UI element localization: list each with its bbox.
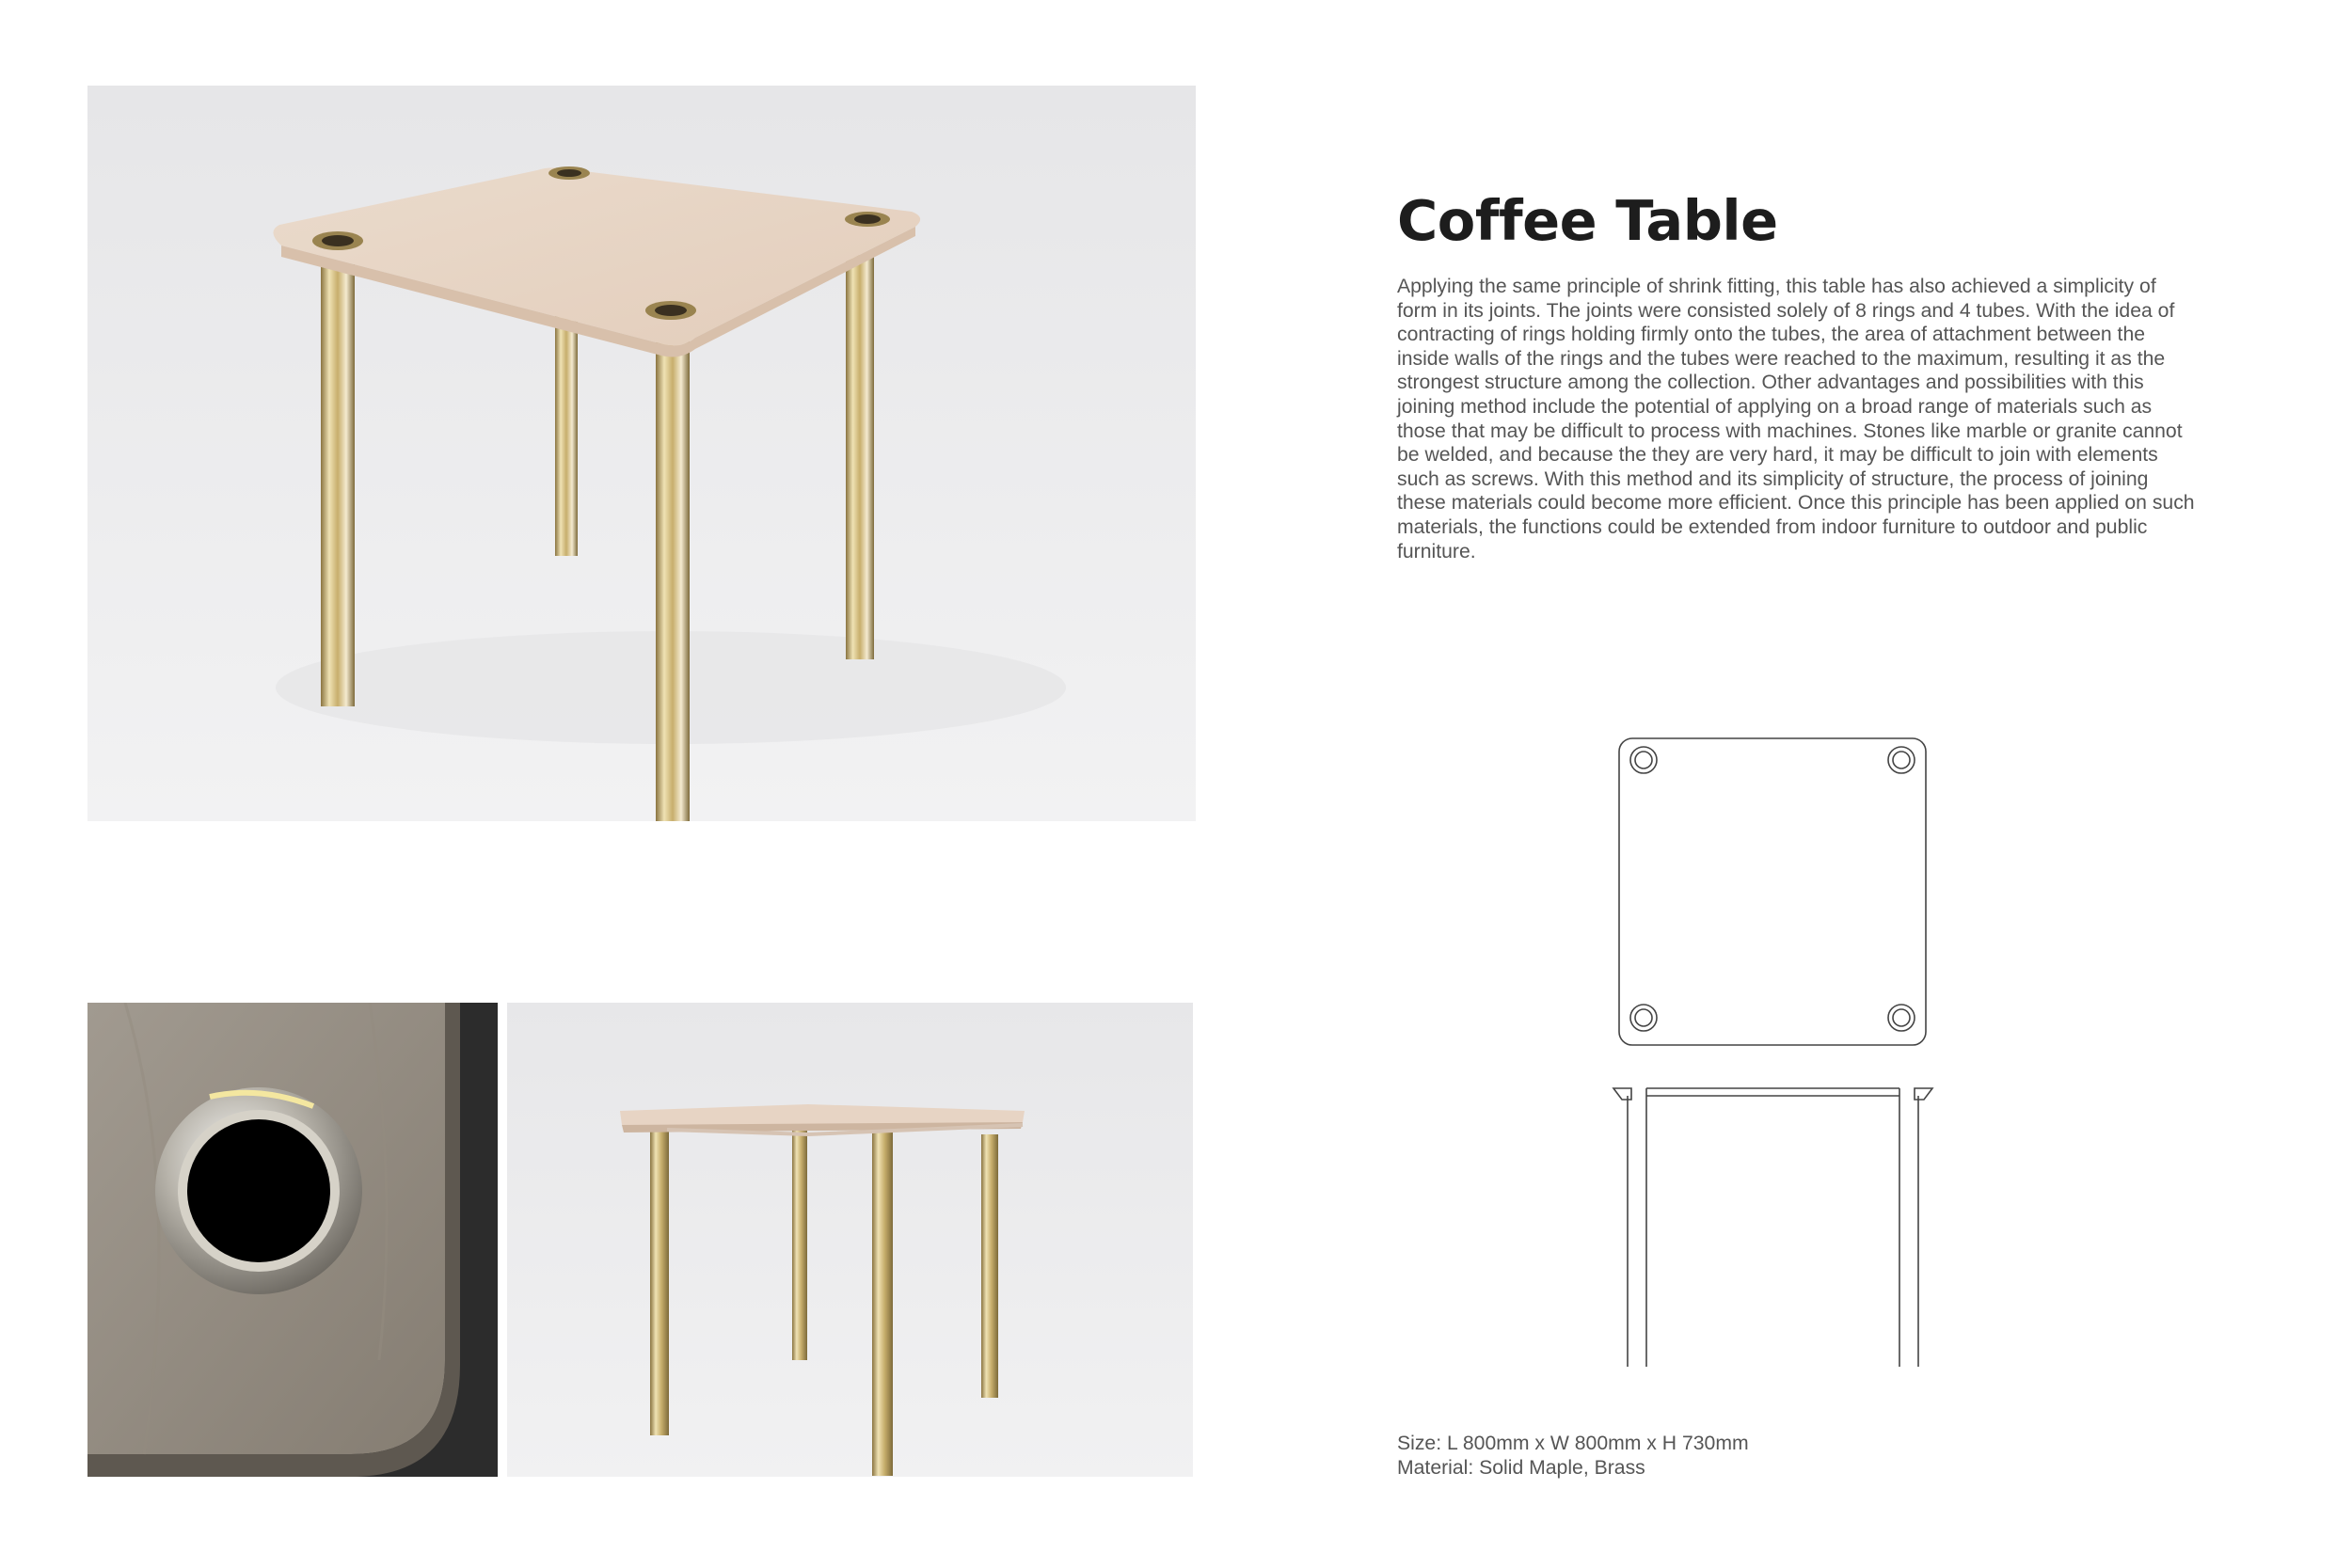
top-view-drawing xyxy=(1616,736,1929,1048)
size-spec: Size: L 800mm x W 800mm x H 730mm xyxy=(1397,1433,1749,1454)
material-spec: Material: Solid Maple, Brass xyxy=(1397,1457,1645,1479)
side-product-photo xyxy=(507,1003,1193,1477)
product-description: Applying the same principle of shrink fitting, this table has also achieved a simplicity of form in its joints. The joints were consisted solely of 8 rings and 4 tubes. With the idea of contracting of rings holding firmly onto the tubes, the area of attachment between the inside walls of the rings and the tubes were reached to the maximum, resulting it as the strongest structure among the collection. Other advantages and possibilities with this joining method include the potential of applying on a broad range of materials such as those that may be difficult to process with machines. Stones like marble or granite cannot be welded, and because the they are very hard, it may be difficult to join with elements such as screws. With this method and its simplicity of structure, the process of joining these materials could become more efficient. Once this principle has been applied on such materials, the functions could be extended from indoor furniture to outdoor and public furniture. xyxy=(1397,276,2195,562)
main-product-photo xyxy=(87,86,1196,821)
front-view-drawing xyxy=(1611,1086,1935,1369)
ring-joint-detail-photo xyxy=(87,1003,498,1477)
page-title: Coffee Table xyxy=(1397,188,1778,253)
